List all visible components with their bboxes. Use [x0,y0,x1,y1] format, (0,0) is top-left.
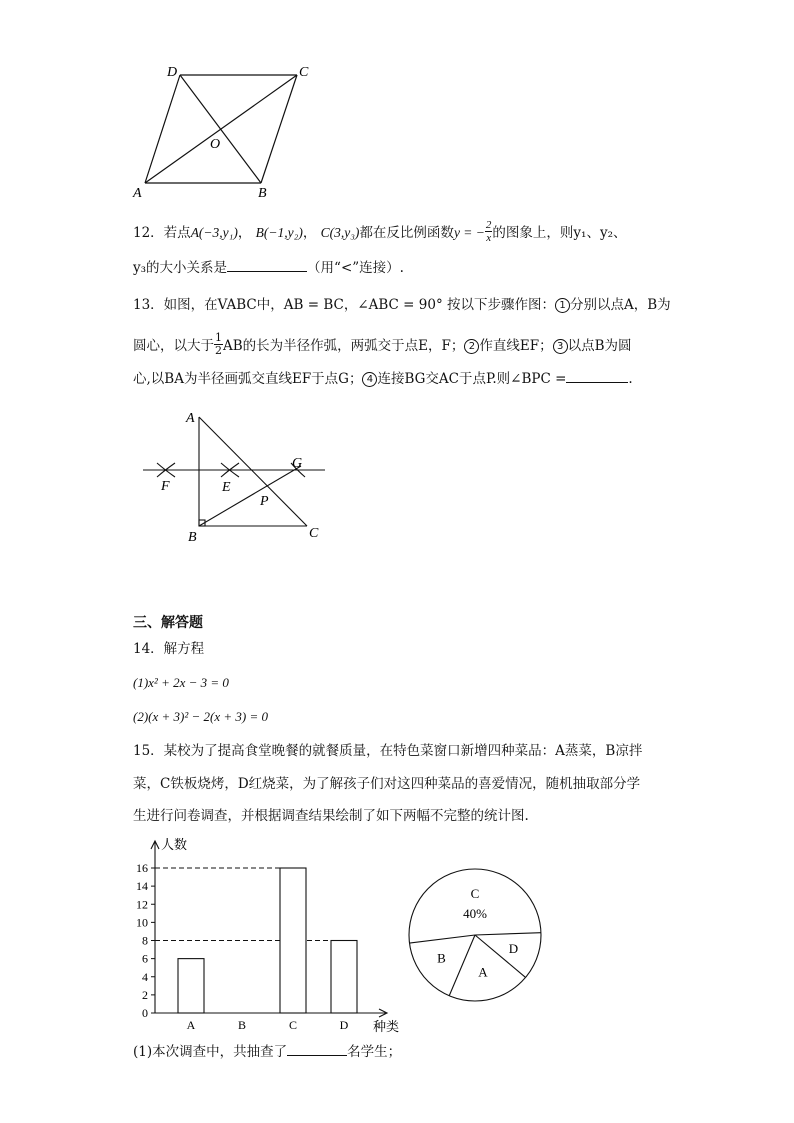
q13-fraction: $\frac{1}{2}$ [215,331,222,358]
q13-line3: 心,以BA为半径画弧交直线EF于点G； 4 连接BG交AC于点P.则∠BPC = . [133,371,633,387]
label-c: C [299,65,309,80]
q13-line2: 圆心，以大于 $\frac{1}{2}$ AB的长为半径作弧，两弧交于点E，F； 2 作直线EF； 3 以点B为圆 [133,331,632,358]
answer-blank[interactable] [566,381,628,383]
diagonal-db [180,75,261,183]
q14-title: 14．解方程 [133,641,205,657]
bar-c [280,868,306,1013]
segment-bg [199,466,301,526]
label-a: A [133,186,142,201]
q13-line1: 13．如图，在VABC中，AB = BC，∠ABC = 90° 按以下步骤作图： 1 分别以点A，B为 [133,297,671,313]
pie-label-a: A [478,964,488,980]
y-tick-label: 6 [142,951,148,966]
pie-percent-c: 40% [463,906,487,922]
triangle-construction-figure [135,405,335,545]
section-title: 三、解答题 [133,615,203,631]
y-tick-label: 0 [142,1006,148,1020]
pie-label-b: B [437,950,446,966]
label-e: E [222,480,231,495]
label-c: C [309,526,319,541]
bar-d [331,941,357,1014]
y-tick-label: 14 [136,879,148,894]
x-tick-label: B [237,1018,247,1032]
y-tick-label: 10 [136,915,148,930]
y-tick-label: 16 [136,861,148,875]
side-ad [145,75,180,183]
label-a: A [186,411,195,426]
q15-line2: 菜，C铁板烧烤，D红烧菜，为了解孩子们对这四种菜品的喜爱情况，随机抽取部分学 [133,776,641,792]
q12-fraction: $\frac{2}{x}$ [485,219,492,245]
q14-eq1: (1)x² + 2x − 3 = 0 [133,675,229,690]
label-b: B [188,530,197,545]
label-g: G [292,456,303,471]
label-o: O [210,137,221,152]
q15-sub1: (1)本次调查中，共抽查了 名学生； [133,1044,402,1060]
y-axis-title: 人数 [161,837,188,852]
y-tick-label: 12 [136,897,148,912]
q15-line1: 15．某校为了提高食堂晚餐的就餐质量，在特色菜窗口新增四种菜品：A蒸菜，B凉拌 [133,743,643,759]
y-tick-label: 8 [142,933,148,948]
label-b: B [258,186,267,201]
y-tick-label: 2 [142,987,148,1002]
bar-chart [125,833,415,1038]
pie-label-c: C [470,886,480,902]
q14-eq2: (2)(x + 3)² − 2(x + 3) = 0 [133,709,269,724]
label-p: P [260,494,269,509]
q12-line1: 12．若点A(−3,y₁)， B(−1,y₂)， C(3,y₃)都在反比例函数y = − $\frac{2}{x}$ 的图象上，则y₁、y₂、 [133,219,627,245]
x-tick-label: A [186,1018,196,1032]
answer-blank[interactable] [227,270,307,272]
q12-line2: y₃的大小关系是 （用“<”连接）. [133,260,404,276]
parallelogram-figure [125,55,325,205]
pie-label-d: D [508,940,519,956]
answer-blank[interactable] [287,1054,347,1056]
side-cb [261,75,297,183]
bar-a [178,959,204,1013]
pie-chart [400,860,550,1010]
x-axis-title: 种类 [373,1019,400,1034]
y-tick-label: 4 [142,969,148,984]
x-tick-label: C [288,1018,298,1032]
label-d: D [167,65,178,80]
x-tick-label: D [339,1018,349,1032]
label-f: F [161,479,170,494]
q15-line3: 生进行问卷调查，并根据调查结果绘制了如下两幅不完整的统计图. [133,808,529,824]
